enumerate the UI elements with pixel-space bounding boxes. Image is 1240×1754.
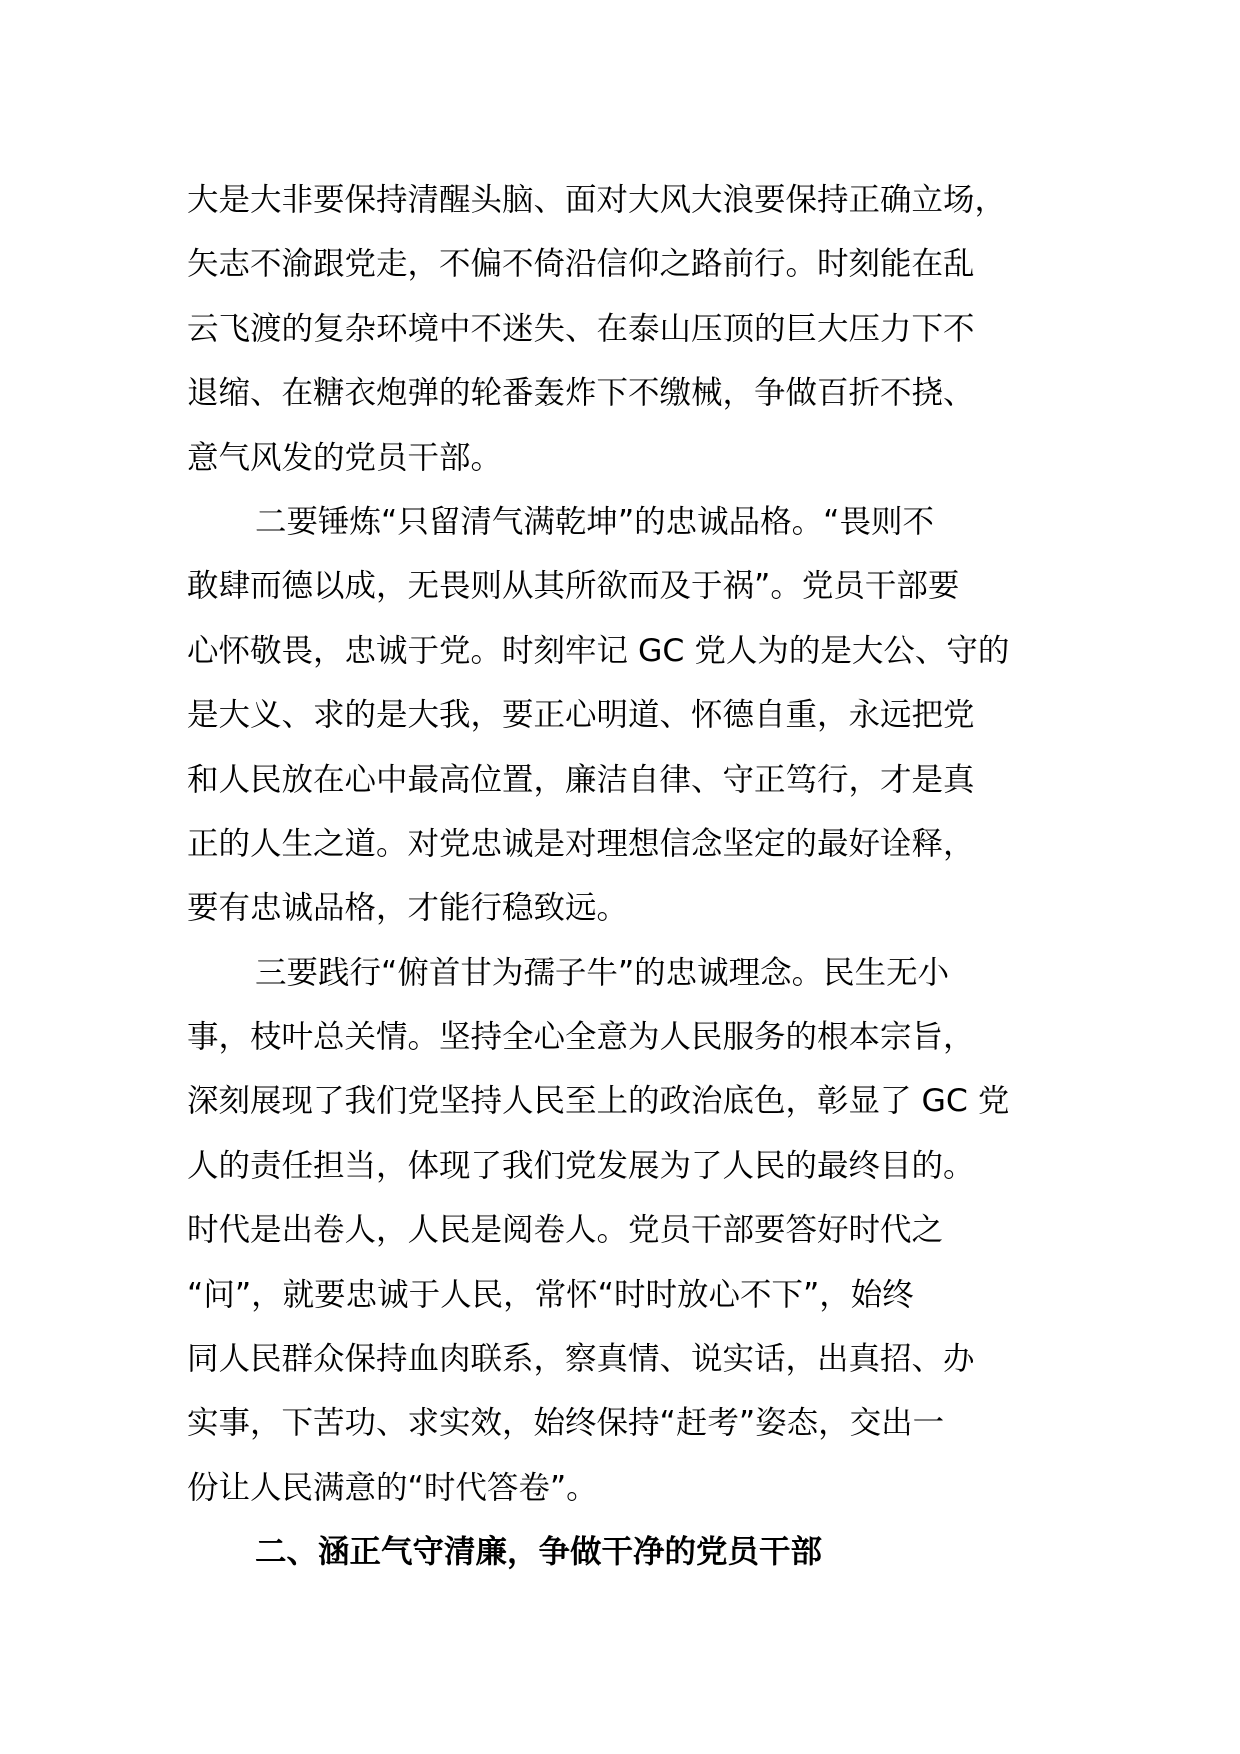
text-line: 时代是出卷人，人民是阅卷人。党员干部要答好时代之 bbox=[187, 1212, 944, 1249]
text-line: 云飞渡的复杂环境中不迷失、在泰山压顶的巨大压力下不 bbox=[187, 310, 975, 347]
paragraph-point-three bbox=[187, 941, 1067, 1521]
text-line: 和人民放在心中最高位置，廉洁自律、守正笃行，才是真 bbox=[187, 761, 975, 798]
text-line: “问”，就要忠诚于人民，常怀“时时放心不下”，始终 bbox=[187, 1276, 914, 1313]
text-line: 心怀敬畏，忠诚于党。时刻牢记 GC 党人为的是大公、守的 bbox=[187, 632, 1010, 669]
text-line: 实事，下苦功、求实效，始终保持“赶考”姿态，交出一 bbox=[187, 1405, 945, 1442]
text-line: 三要践行“俯首甘为孺子牛”的忠诚理念。民生无小 bbox=[255, 954, 950, 991]
text-line: 份让人民满意的“时代答卷”。 bbox=[187, 1469, 598, 1506]
text-line: 事，枝叶总关情。坚持全心全意为人民服务的根本宗旨， bbox=[187, 1019, 975, 1056]
text-line: 人的责任担当，体现了我们党发展为了人民的最终目的。 bbox=[187, 1147, 975, 1184]
text-line: 深刻展现了我们党坚持人民至上的政治底色，彰显了 GC 党 bbox=[187, 1083, 1010, 1120]
document-body bbox=[187, 168, 1067, 1585]
text-line: 敢肆而德以成，无畏则从其所欲而及于祸”。党员干部要 bbox=[187, 568, 960, 605]
text-line: 矢志不渝跟党走，不偏不倚沿信仰之路前行。时刻能在乱 bbox=[187, 246, 975, 283]
text-line: 同人民群众保持血肉联系，察真情、说实话，出真招、办 bbox=[187, 1341, 975, 1378]
section-heading: 二、涵正气守清廉，争做干净的党员干部 bbox=[255, 1534, 823, 1571]
text-line: 退缩、在糖衣炮弹的轮番轰炸下不缴械，争做百折不挠、 bbox=[187, 375, 975, 412]
text-line: 大是大非要保持清醒头脑、面对大风大浪要保持正确立场， bbox=[187, 182, 1007, 218]
text-line: 正的人生之道。对党忠诚是对理想信念坚定的最好诠释， bbox=[187, 825, 975, 862]
text-line: 要有忠诚品格，才能行稳致远。 bbox=[187, 890, 629, 927]
text-line: 是大义、求的是大我，要正心明道、怀德自重，永远把党 bbox=[187, 697, 975, 734]
text-line: 二要锤炼“只留清气满乾坤”的忠诚品格。“畏则不 bbox=[255, 503, 934, 540]
text-line: 意气风发的党员干部。 bbox=[187, 439, 503, 476]
paragraph-point-two bbox=[187, 490, 1067, 941]
paragraph-continuation bbox=[187, 168, 1067, 490]
